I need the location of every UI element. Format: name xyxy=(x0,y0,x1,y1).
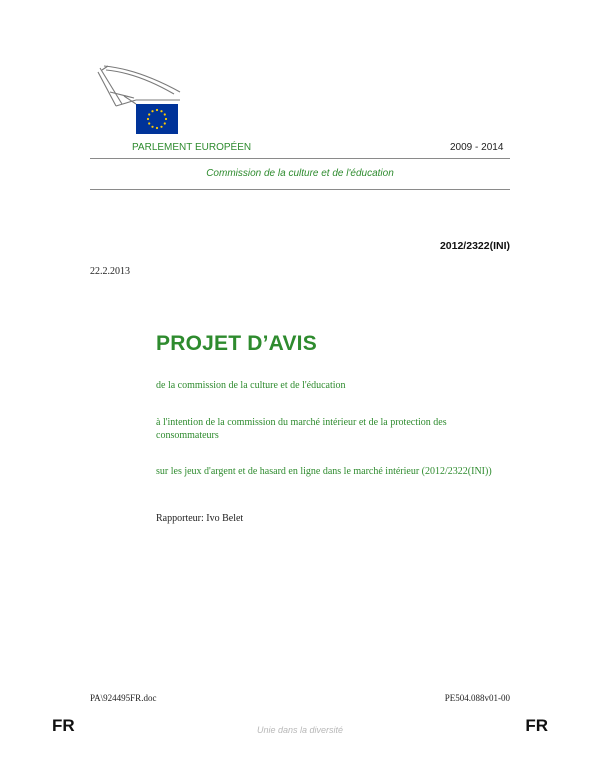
eu-flag-icon xyxy=(136,104,178,134)
eu-star-icon xyxy=(156,109,158,111)
eu-star-icon xyxy=(151,110,153,112)
committee-name: Commission de la culture et de l'éducation xyxy=(206,168,394,179)
document-title: PROJET D’AVIS xyxy=(156,332,317,355)
institution-name: PARLEMENT EUROPÉEN xyxy=(132,142,252,153)
eu-star-icon xyxy=(147,118,149,120)
document-subject: sur les jeux d'argent et de hasard en ligne dans le marché intérieur (2012/2322(INI)) xyxy=(156,466,492,477)
eu-star-icon xyxy=(164,113,166,115)
rapporteur: Rapporteur: Ivo Belet xyxy=(156,513,244,524)
european-parliament-logo xyxy=(96,62,186,138)
eu-star-icon xyxy=(164,122,166,124)
header-divider-top xyxy=(90,158,510,159)
language-code-left: FR xyxy=(52,716,75,735)
eu-star-icon xyxy=(151,126,153,128)
eu-star-icon xyxy=(165,118,167,120)
issuing-committee: de la commission de la culture et de l'éducation xyxy=(156,380,346,391)
file-reference: PA\924495FR.doc xyxy=(90,693,157,703)
eu-star-icon xyxy=(148,113,150,115)
header-divider-bottom xyxy=(90,189,510,190)
motto: Unie dans la diversité xyxy=(256,725,344,735)
eu-star-icon xyxy=(148,122,150,124)
pe-reference: PE504.088v01-00 xyxy=(444,693,510,703)
legislative-term: 2009 - 2014 xyxy=(450,142,504,153)
eu-star-icon xyxy=(156,127,158,129)
language-code-right: FR xyxy=(525,716,548,735)
eu-star-icon xyxy=(160,126,162,128)
procedure-reference: 2012/2322(INI) xyxy=(439,240,510,252)
document-date: 22.2.2013 xyxy=(90,266,130,277)
eu-star-icon xyxy=(160,110,162,112)
recipient-committee: à l'intention de la commission du marché intérieur et de la protection des consommateurs xyxy=(156,417,447,441)
